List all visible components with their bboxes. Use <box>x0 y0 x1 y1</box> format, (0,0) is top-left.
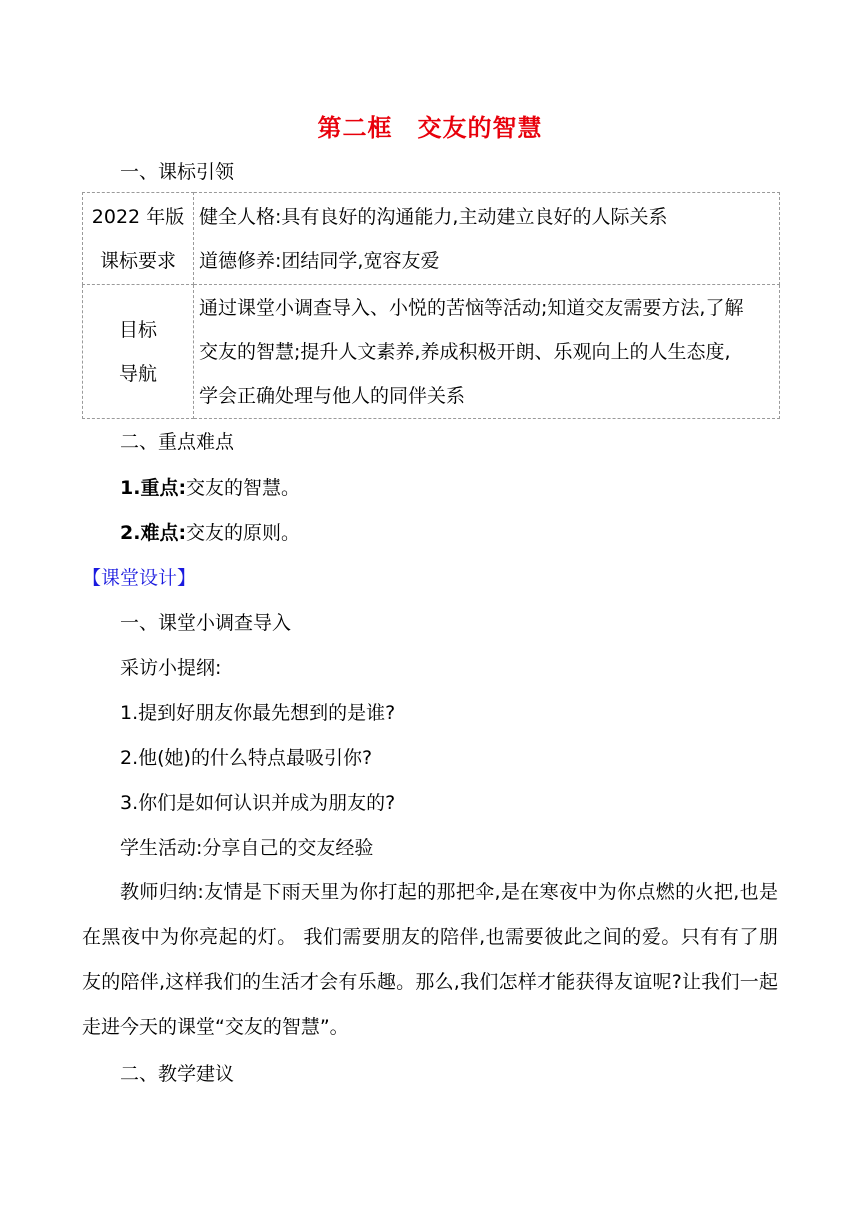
key-point-label: 1.重点: <box>120 477 187 499</box>
table-head-text: 目标 <box>118 318 157 341</box>
key-point <box>120 474 300 502</box>
table-cell-head <box>83 285 194 419</box>
table-body-text: 学会正确处理与他人的同伴关系 <box>199 384 466 407</box>
table-head-text: 课标要求 <box>99 249 176 272</box>
difficult-point-text: 交友的原则。 <box>186 522 301 544</box>
table-head-text: 2022 年版 <box>91 205 185 228</box>
question-2: 2.他(她)的什么特点最吸引你? <box>120 747 373 769</box>
table-body-text: 交友的智慧;提升人文素养,养成积极开朗、乐观向上的人生态度, <box>199 340 731 363</box>
teacher-summary-paragraph: 教师归纳:友情是下雨天里为你打起的那把伞,是在寒夜中为你点燃的火把,也是在黑夜中为你亮起的灯。 我们需要朋友的陪伴,也需要彼此之间的爱。只有有了朋友的陪伴,这样我们的生活才会有乐趣。那么,我们怎样才能获得友谊呢?让我们一起走进今天的课堂“交友的智慧”。 <box>82 881 778 1038</box>
interview-title: 采访小提纲: <box>120 657 222 679</box>
difficult-point-label: 2.难点: <box>120 522 187 544</box>
key-point-text: 交友的智慧。 <box>186 477 301 499</box>
difficult-point <box>120 519 300 547</box>
table-cell-head <box>83 193 194 285</box>
table-cell-body <box>194 285 780 419</box>
table-body-text: 道德修养:团结同学,宽容友爱 <box>199 249 440 272</box>
classroom-design-heading: 【课堂设计】 <box>82 567 197 589</box>
section-heading-curriculum: 一、课标引领 <box>120 161 235 183</box>
part1-heading: 一、课堂小调查导入 <box>120 612 292 634</box>
table-body-text: 健全人格:具有良好的沟通能力,主动建立良好的人际关系 <box>199 205 668 228</box>
table-head-text: 导航 <box>118 362 157 385</box>
part2-heading: 二、教学建议 <box>120 1063 235 1085</box>
curriculum-table <box>82 192 780 419</box>
table-cell-body <box>194 193 780 285</box>
page-title: 第二框 交友的智慧 <box>317 114 543 142</box>
student-activity: 学生活动:分享自己的交友经验 <box>120 837 374 859</box>
table-row <box>83 193 780 285</box>
table-row <box>83 285 780 419</box>
question-3: 3.你们是如何认识并成为朋友的? <box>120 792 396 814</box>
question-1: 1.提到好朋友你最先想到的是谁? <box>120 702 396 724</box>
table-body-text: 通过课堂小调查导入、小悦的苦恼等活动;知道交友需要方法,了解 <box>199 296 744 319</box>
section-heading-key-points: 二、重点难点 <box>120 431 235 453</box>
